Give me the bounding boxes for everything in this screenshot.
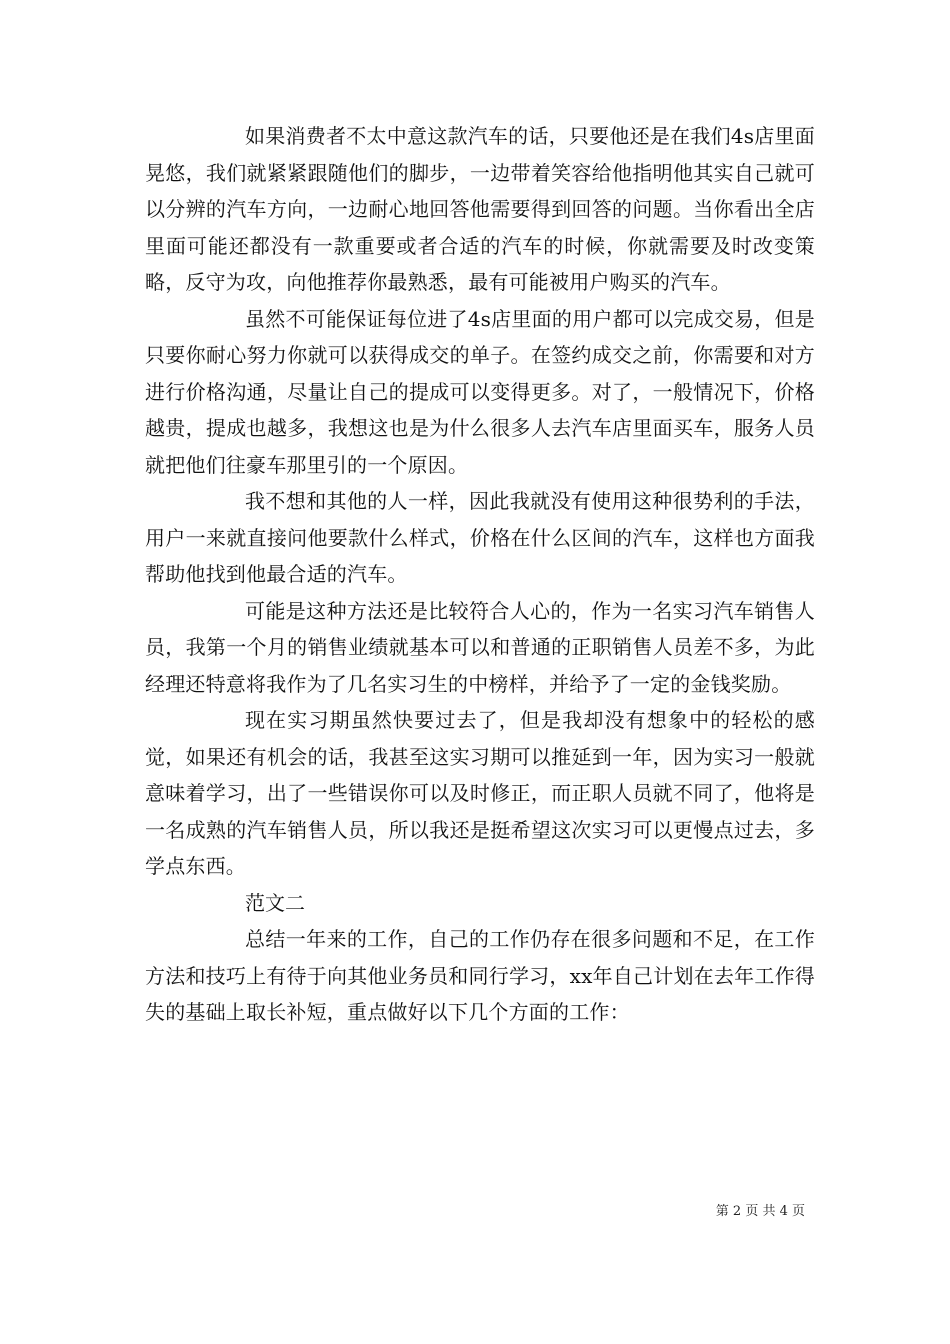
document-body (145, 118, 815, 1031)
paragraph-6: 总结一年来的工作，自己的工作仍存在很多问题和不足，在工作方法和技巧上有待于向其他业务员和同行学习，xx年自己计划在去年工作得失的基础上取长补短，重点做好以下几个方面的工作： (145, 927, 815, 1024)
paragraph-5: 现在实习期虽然快要过去了，但是我却没有想象中的轻松的感觉，如果还有机会的话，我甚至这实习期可以推延到一年，因为实习一般就意味着学习，出了一些错误你可以及时修正，而正职人员就不同了，他将是一名成熟的汽车销售人员，所以我还是挺希望这次实习可以更慢点过去，多学点东西。 (145, 708, 815, 878)
section-heading: 范文二 (245, 890, 305, 915)
paragraph-2: 虽然不可能保证每位进了4s店里面的用户都可以完成交易，但是只要你耐心努力你就可以获得成交的单子。在签约成交之前，你需要和对方进行价格沟通，尽量让自己的提成可以变得更多。对了，一般情况下，价格越贵，提成也越多，我想这也是为什么很多人去汽车店里面买车，服务人员就把他们往豪车那里引的一个原因。 (145, 306, 815, 477)
paragraph-1: 如果消费者不太中意这款汽车的话，只要他还是在我们4s店里面晃悠，我们就紧紧跟随他们的脚步，一边带着笑容给他指明他其实自己就可以分辨的汽车方向，一边耐心地回答他需要得到回答的问题。当你看出全店里面可能还都没有一款重要或者合适的汽车的时候，你就需要及时改变策略，反守为攻，向他推荐你最熟悉，最有可能被用户购买的汽车。 (145, 124, 815, 294)
paragraph-3: 我不想和其他的人一样，因此我就没有使用这种很势利的手法，用户一来就直接问他要款什么样式，价格在什么区间的汽车，这样也方面我帮助他找到他最合适的汽车。 (145, 489, 815, 586)
paragraph-4: 可能是这种方法还是比较符合人心的，作为一名实习汽车销售人员，我第一个月的销售业绩就基本可以和普通的正职销售人员差不多，为此经理还特意将我作为了几名实习生的中榜样，并给予了一定的金钱奖励。 (145, 598, 815, 696)
page-number-footer: 第 2 页 共 4 页 (715, 1204, 805, 1219)
